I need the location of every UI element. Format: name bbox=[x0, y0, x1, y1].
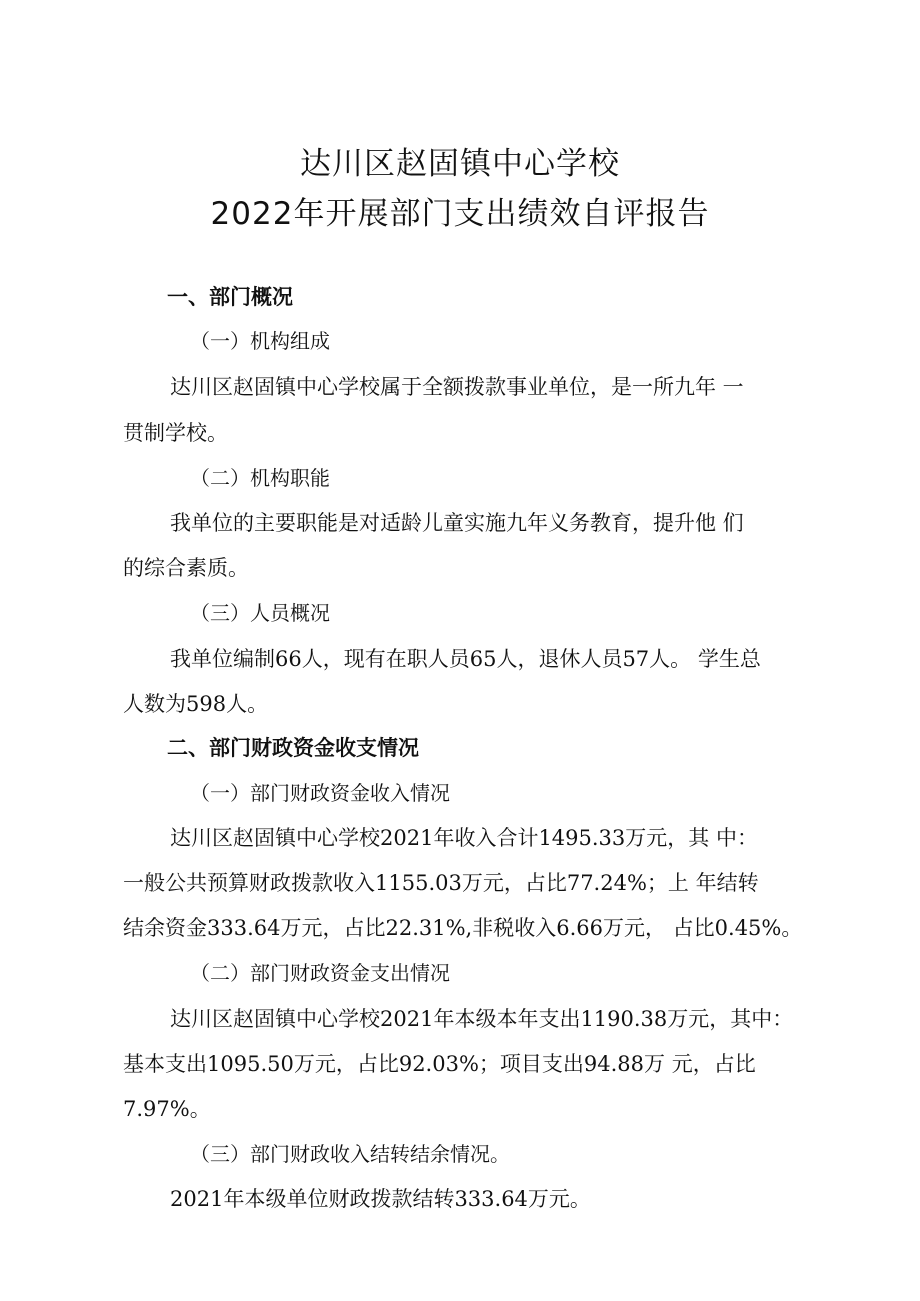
paragraph-line: 2021年本级单位财政拨款结转333.64万元。 bbox=[170, 1187, 591, 1211]
paragraph-line: 基本支出1095.50万元，占比92.03%；项目支出94.88万 元，占比 bbox=[123, 1052, 756, 1076]
paragraph-line: 结余资金333.64万元，占比22.31%,非税收入6.66万元， 占比0.45%。 bbox=[123, 916, 803, 940]
paragraph-line: 达川区赵固镇中心学校2021年本级本年支出1190.38万元，其中： bbox=[170, 1007, 794, 1031]
subsection-heading-staff: （三）人员概况 bbox=[190, 601, 330, 625]
subsection-heading-expenditure: （二）部门财政资金支出情况 bbox=[190, 961, 450, 985]
subsection-heading-organization: （一）机构组成 bbox=[190, 329, 330, 353]
subsection-heading-income: （一）部门财政资金收入情况 bbox=[190, 781, 450, 805]
paragraph-line: 的综合素质。 bbox=[123, 556, 249, 580]
report-title-line-1: 达川区赵固镇中心学校 bbox=[300, 146, 620, 182]
section-heading-overview: 一、部门概况 bbox=[167, 285, 293, 309]
subsection-heading-functions: （二）机构职能 bbox=[190, 466, 330, 490]
paragraph-line: 一般公共预算财政拨款收入1155.03万元，占比77.24%；上 年结转 bbox=[123, 871, 759, 895]
paragraph-line: 贯制学校。 bbox=[123, 421, 228, 445]
paragraph-line: 达川区赵固镇中心学校2021年收入合计1495.33万元，其 中： bbox=[170, 826, 758, 850]
paragraph-line: 7.97%。 bbox=[123, 1097, 211, 1121]
paragraph-line: 我单位的主要职能是对适龄儿童实施九年义务教育，提升他 们 bbox=[170, 511, 744, 535]
report-title-line-2: 2022年开展部门支出绩效自评报告 bbox=[210, 196, 710, 232]
paragraph-line: 人数为598人。 bbox=[123, 692, 269, 716]
paragraph-line: 我单位编制66人，现有在职人员65人，退休人员57人。 学生总 bbox=[170, 647, 761, 671]
paragraph-line: 达川区赵固镇中心学校属于全额拨款事业单位，是一所九年 一 bbox=[170, 375, 744, 399]
section-heading-finance: 二、部门财政资金收支情况 bbox=[167, 736, 419, 760]
subsection-heading-carryover: （三）部门财政收入结转结余情况。 bbox=[190, 1142, 510, 1166]
